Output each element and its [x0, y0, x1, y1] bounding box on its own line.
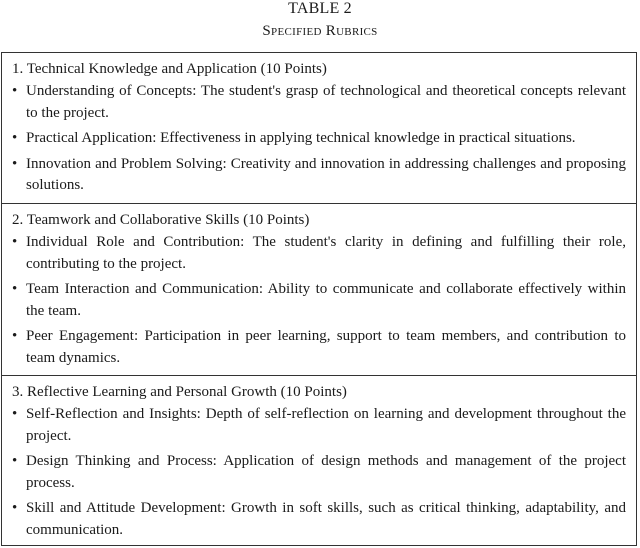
- criterion-item: [12, 498, 626, 541]
- bullet-icon: •: [12, 234, 18, 250]
- criterion-text: Innovation and Problem Solving: Creativity and innovation in addressing challenges and proposing solutions.: [26, 155, 626, 193]
- bullet-icon: •: [12, 406, 18, 422]
- section-title: 1. Technical Knowledge and Application (10 Points): [12, 61, 327, 77]
- criterion-item: [12, 154, 626, 197]
- criterion-text: Design Thinking and Process: Application of design methods and management of the project process.: [26, 453, 626, 491]
- criterion-item: [12, 326, 626, 369]
- bullet-icon: •: [12, 281, 18, 297]
- criterion-item: [12, 128, 626, 150]
- section-technical-knowledge: [2, 53, 636, 203]
- section-title: 3. Reflective Learning and Personal Growth (10 Points): [12, 384, 347, 400]
- criterion-text: Practical Application: Effectiveness in applying technical knowledge in practical situations.: [26, 130, 576, 146]
- criterion-item: [12, 451, 626, 494]
- bullet-icon: •: [12, 130, 18, 146]
- section-teamwork: [2, 203, 636, 375]
- section-reflective-learning: [2, 375, 636, 545]
- criterion-item: [12, 232, 626, 275]
- criterion-text: Understanding of Concepts: The student's grasp of technological and theoretical concepts relevant to the project.: [26, 83, 626, 121]
- criterion-text: Skill and Attitude Development: Growth in soft skills, such as critical thinking, adaptability, and communication.: [26, 500, 626, 538]
- bullet-icon: •: [12, 83, 18, 99]
- criterion-item: [12, 279, 626, 322]
- section-title: 2. Teamwork and Collaborative Skills (10 Points): [12, 212, 310, 228]
- bullet-icon: •: [12, 453, 18, 469]
- table-caption: Specified Rubrics: [262, 23, 378, 39]
- criterion-item: [12, 81, 626, 124]
- bullet-icon: •: [12, 328, 18, 344]
- bullet-icon: •: [12, 500, 18, 516]
- table-number: TABLE 2: [288, 0, 352, 17]
- criterion-text: Team Interaction and Communication: Ability to communicate and collaborate effectively within the team.: [26, 281, 626, 319]
- rubric-table: [1, 52, 637, 546]
- criterion-text: Self-Reflection and Insights: Depth of self-reflection on learning and development throughout the project.: [26, 406, 626, 444]
- criterion-text: Individual Role and Contribution: The student's clarity in defining and fulfilling their role, contributing to the project.: [26, 234, 626, 272]
- criterion-item: [12, 404, 626, 447]
- bullet-icon: •: [12, 155, 18, 172]
- criterion-text: Peer Engagement: Participation in peer learning, support to team members, and contribution to team dynamics.: [26, 328, 626, 366]
